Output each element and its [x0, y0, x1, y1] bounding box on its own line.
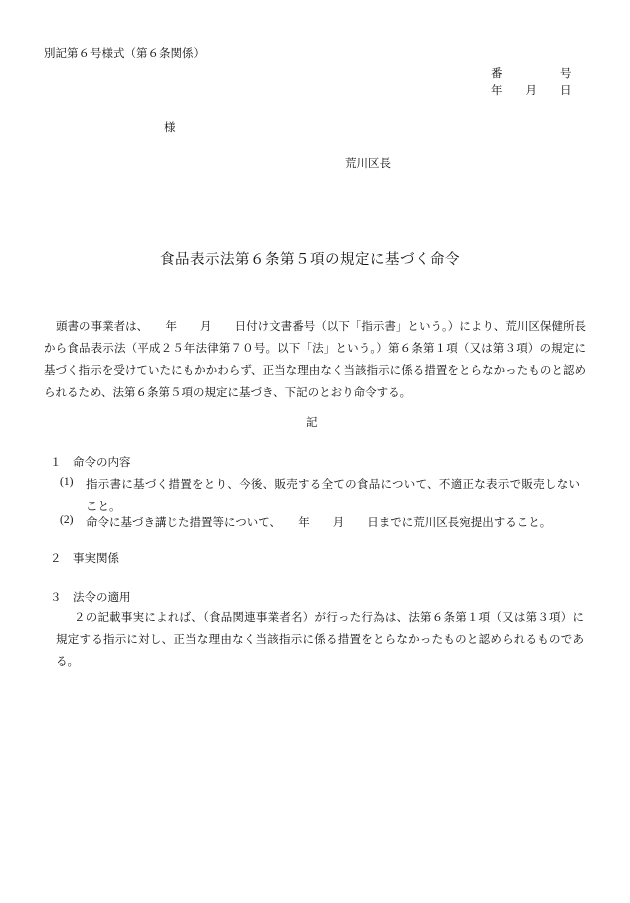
- addressee-suffix: 様: [164, 122, 176, 134]
- section-1-item-2-text: 命令に基づき講じた措置等について、 年 月 日までに荒川区長宛提出すること。: [86, 517, 552, 529]
- document-title: 食品表示法第６条第５項の規定に基づく命令: [160, 252, 460, 268]
- section-2-heading: ２ 事実関係: [50, 553, 119, 565]
- section-1-item-1-text: 指示書に基づく措置をとり、今後、販売する全ての食品について、不適正な表示で販売しないこと。: [86, 479, 580, 513]
- section-3-text: ２の記載事実によれば、（食品関連事業者名）が行った行為は、法第６条第１項（又は第３項）に規定する指示に対し、正当な理由なく当該指示に係る措置をとらなかったものと認められるものである。: [56, 612, 584, 668]
- section-1-item-2-marker: (2): [60, 514, 74, 526]
- document-date-line: 年 月 日: [491, 85, 572, 97]
- body-paragraph: 頭書の事業者は、 年 月 日付け文書番号（以下「指示書」という。）により、荒川区保健所長から食品表示法（平成２５年法律第７０号。以下「法」という。）第６条第１項（又は第３項）の規定に基づく指示を受けていたにもかかわらず、正当な理由なく当該指示に係る措置をとらなかったものと認められるため、法第６条第５項の規定に基づき、下記のとおり命令する。: [44, 321, 586, 399]
- form-label: 別記第６号様式（第６条関係）: [44, 48, 205, 60]
- issuer-name: 荒川区長: [345, 158, 391, 170]
- section-1-item-1-marker: (1): [60, 476, 74, 488]
- document-number-line: 番 号: [491, 68, 572, 80]
- section-3-heading: ３ 法令の適用: [50, 592, 131, 604]
- section-1-heading: １ 命令の内容: [50, 457, 131, 469]
- ki-heading: 記: [306, 417, 318, 429]
